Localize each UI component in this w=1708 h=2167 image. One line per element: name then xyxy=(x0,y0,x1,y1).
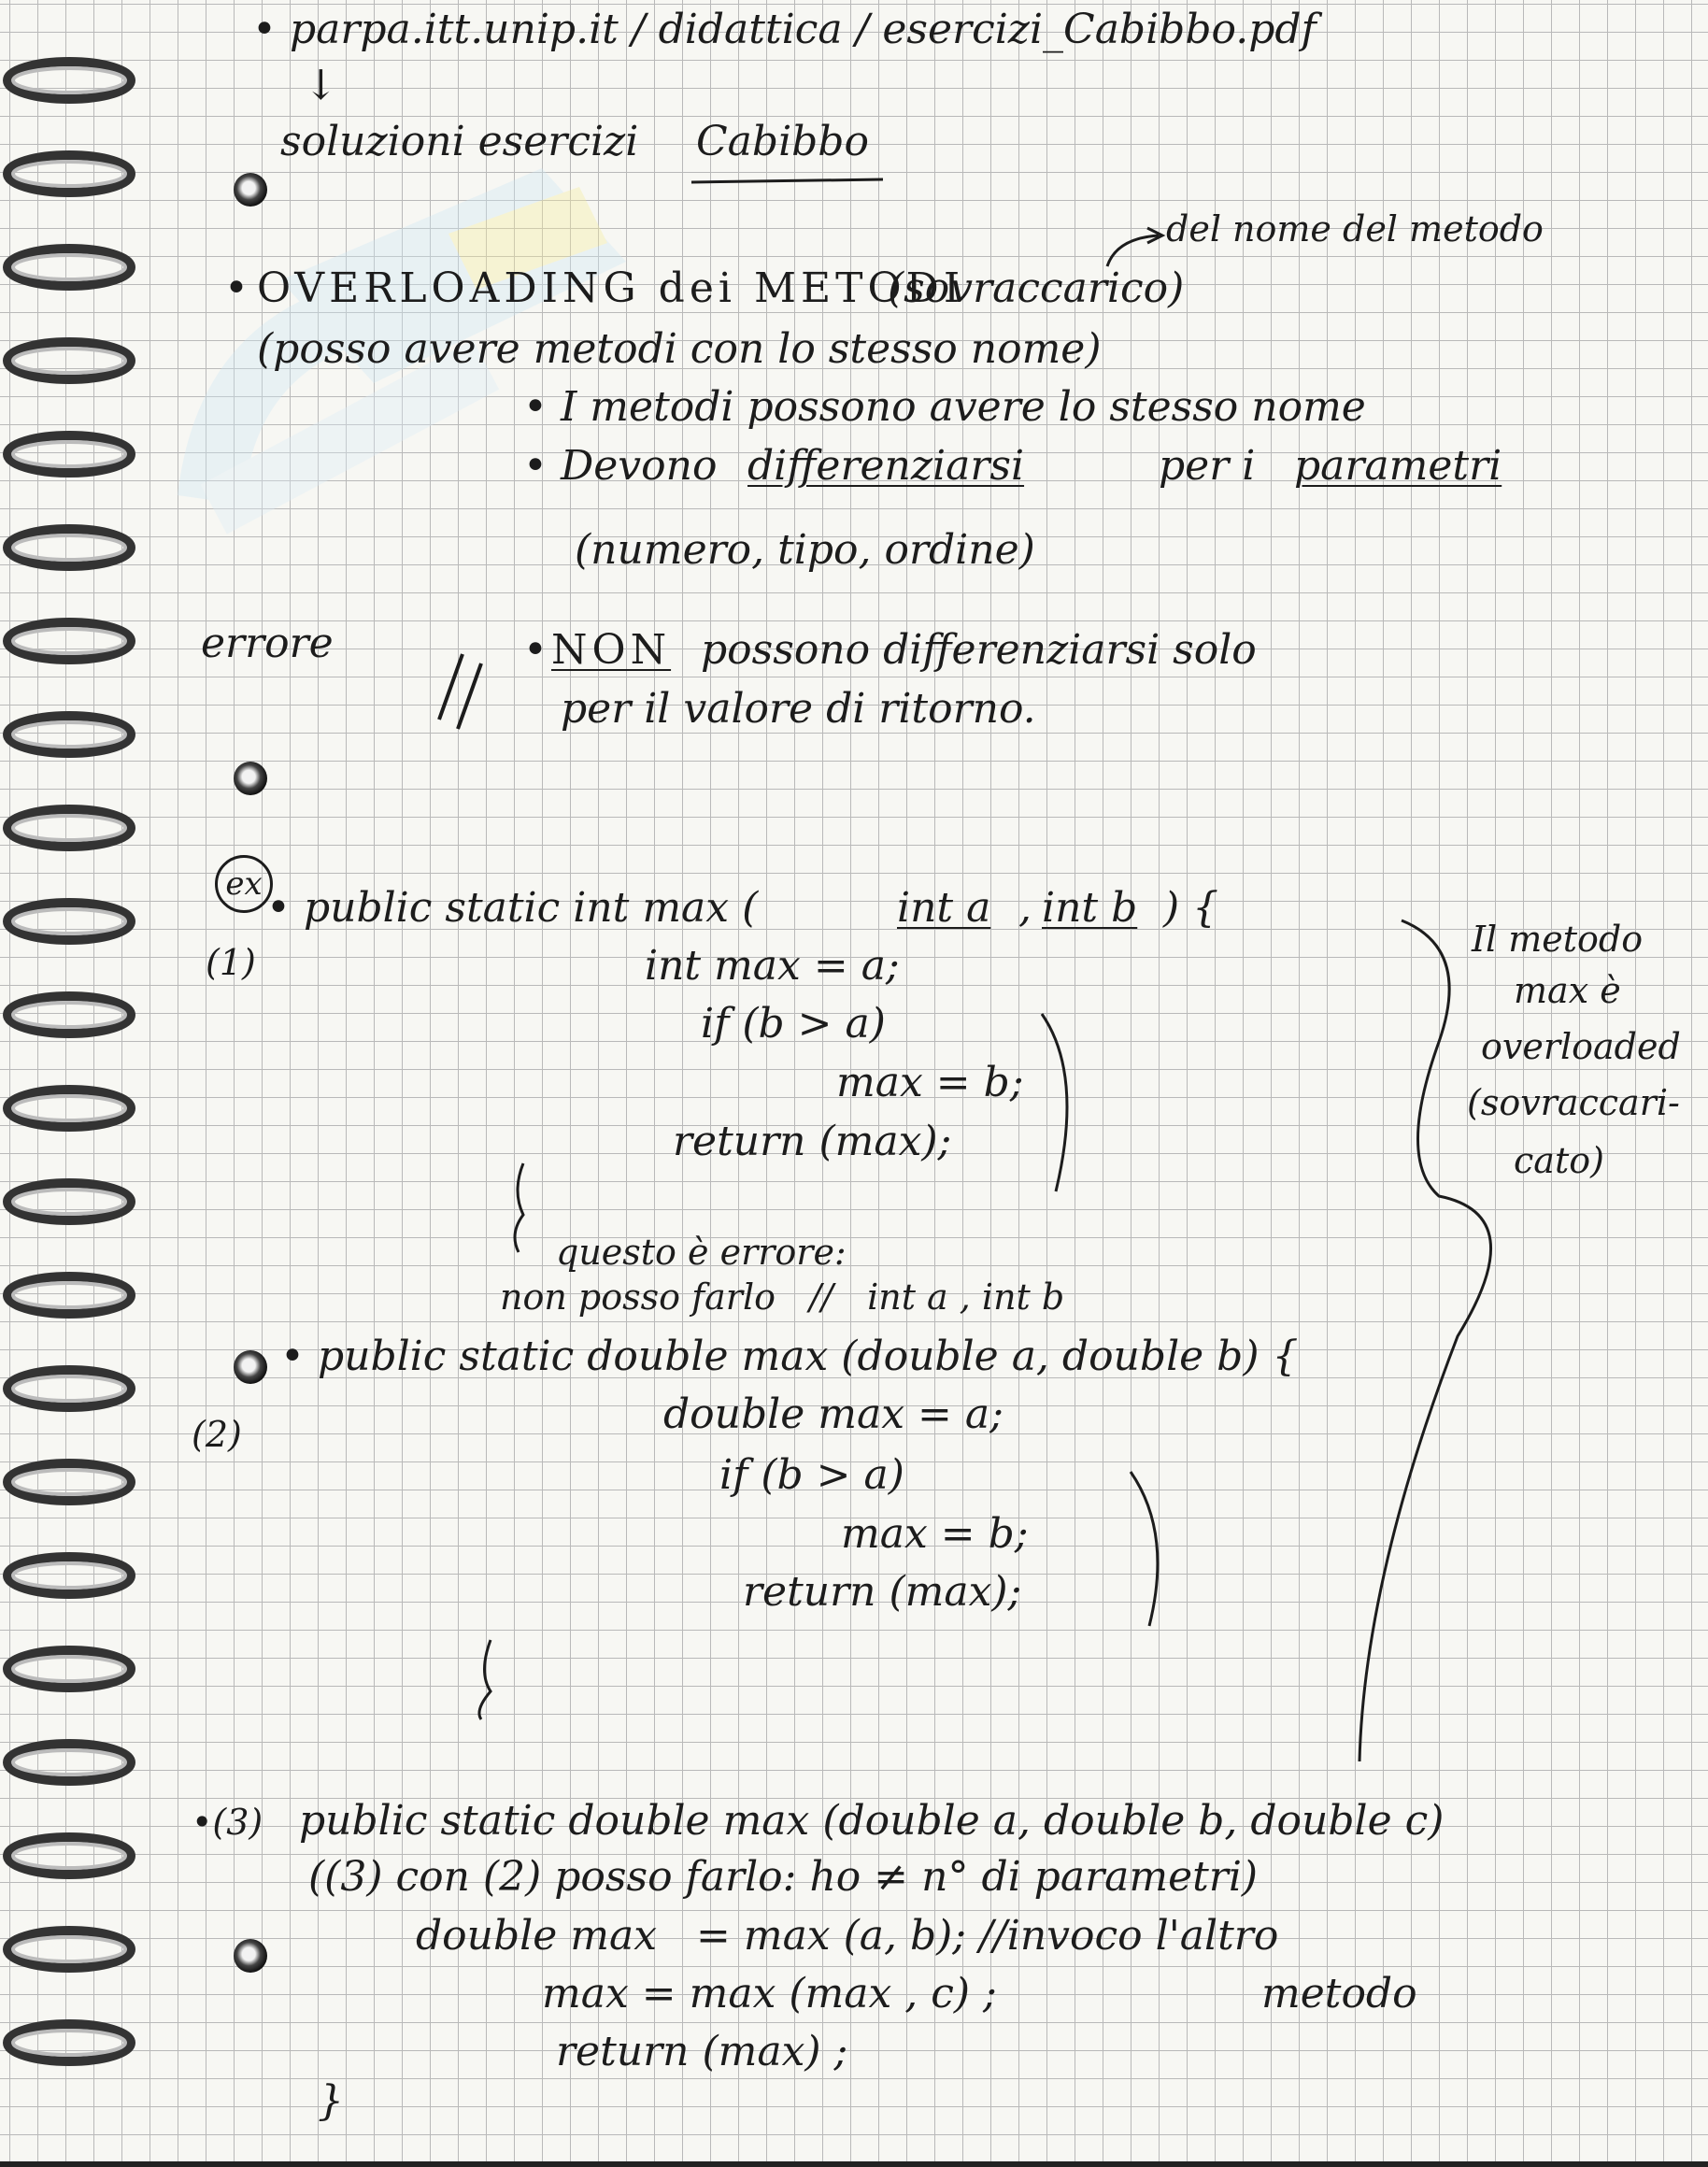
method-1-line: int max = a; xyxy=(645,942,900,990)
method-2-number: (2) xyxy=(192,1414,242,1455)
example-badge-text: ex xyxy=(225,865,263,903)
side-note-line: max è xyxy=(1514,970,1621,1011)
error-comment-1: questo è errore: xyxy=(556,1232,847,1273)
method-3-number: •(3) xyxy=(192,1802,263,1843)
method-1-comma: , xyxy=(1018,884,1045,932)
section-title: OVERLOADING dei METODI xyxy=(257,264,965,312)
method-3-line: double max = max (a, b); //invoco l'altro xyxy=(416,1912,1279,1960)
rule-differ-emph: differenziarsi xyxy=(747,442,1025,490)
method-3-line: max = max (max , c) ; xyxy=(542,1970,997,2017)
method-3-signature: public static double max (double a, double b, double c) xyxy=(299,1797,1445,1845)
method-3-line: return (max) ; xyxy=(556,2028,848,2075)
method-1-line: max = b; xyxy=(836,1059,1024,1106)
method-1-param-b: int b xyxy=(1042,884,1138,932)
rule-differ-detail: (numero, tipo, ordine) xyxy=(575,526,1035,574)
section-subtitle: (posso avere metodi con lo stesso nome) xyxy=(257,325,1102,373)
side-note-line: overloaded xyxy=(1481,1026,1681,1067)
method-3-line-note: metodo xyxy=(1261,1970,1417,2017)
error-slashes xyxy=(364,626,392,671)
error-text-2: per il valore di ritorno. xyxy=(561,685,1036,733)
method-1-signature-suffix: ) { xyxy=(1163,884,1219,932)
method-2-line: return (max); xyxy=(743,1568,1022,1616)
method-1-line: return (max); xyxy=(673,1118,952,1165)
page-bottom-edge xyxy=(0,2161,1708,2167)
bullet: • xyxy=(224,264,249,312)
rule-differ-mid: per i xyxy=(1159,442,1256,490)
annotation-method-name: del nome del metodo xyxy=(1166,208,1544,249)
arrow-down-icon: ↓ xyxy=(304,62,338,109)
example-badge xyxy=(215,855,273,913)
solutions-name: Cabibbo xyxy=(696,118,869,165)
method-3-close: } xyxy=(318,2077,344,2125)
error-non: NON xyxy=(551,626,672,674)
solutions-label: soluzioni esercizi xyxy=(280,118,639,165)
method-2-line: if (b > a) xyxy=(719,1451,904,1499)
method-2-line: max = b; xyxy=(841,1510,1029,1558)
method-1-signature-prefix: • public static int max ( xyxy=(266,884,759,932)
method-1-close xyxy=(512,1159,538,1204)
error-text-1: possono differenziarsi solo xyxy=(701,626,1257,674)
method-1-param-a: int a xyxy=(897,884,991,932)
method-3-note: ((3) con (2) posso farlo: ho ≠ n° di parametri) xyxy=(308,1853,1259,1901)
method-1-number: (1) xyxy=(206,942,256,983)
method-2-close xyxy=(481,1635,507,1680)
section-title-translation: (sovraccarico) xyxy=(888,264,1185,312)
rule-differ-prefix: • Devono xyxy=(523,442,718,490)
side-note-line: Il metodo xyxy=(1472,919,1644,960)
method-2-signature: • public static double max (double a, double b) { xyxy=(280,1333,1299,1380)
error-label: errore xyxy=(201,620,334,667)
link-line: • parpa.itt.unip.it / didattica / esercizi_Cabibbo.pdf xyxy=(252,6,1317,53)
method-2-line: double max = a; xyxy=(663,1390,1003,1438)
side-note-line: (sovraccari- xyxy=(1467,1082,1680,1123)
bullet: • xyxy=(523,626,548,674)
error-comment-2: non posso farlo // int a , int b xyxy=(500,1276,1065,1318)
rule-differ-parameters: parametri xyxy=(1294,442,1502,490)
rule-same-name: • I metodi possono avere lo stesso nome xyxy=(523,383,1366,431)
side-note-line: cato) xyxy=(1514,1140,1604,1181)
method-1-line: if (b > a) xyxy=(701,1000,886,1048)
